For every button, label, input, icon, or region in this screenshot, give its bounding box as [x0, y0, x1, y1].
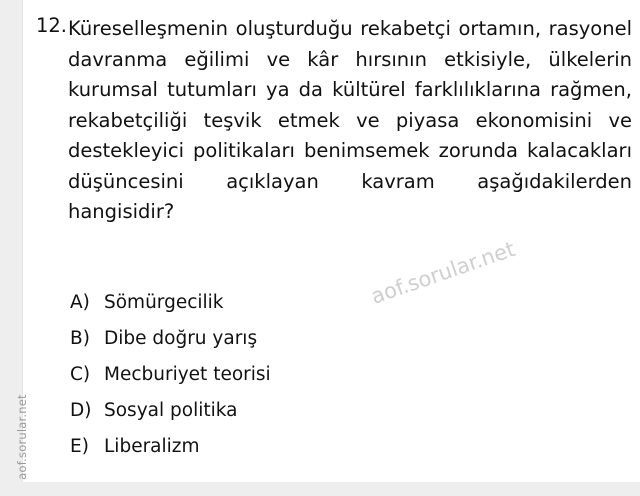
option-a-letter: A) [70, 292, 90, 313]
option-e-letter: E) [70, 436, 89, 457]
option-d-letter: D) [70, 400, 92, 421]
option-e-text: Liberalizm [104, 436, 200, 457]
question-number: 12. [35, 14, 67, 37]
option-c[interactable] [70, 364, 610, 400]
question-text: Küreselleşmenin oluşturduğu rekabetçi ortamın, rasyonel davranma eğilimi ve kâr hırsının etkisiyle, ülkelerin kurumsal tutumları ya da kültürel farklılıklarına rağmen, rekabetçiliği teşvik etmek ve piyasa ekonomisini ve destekleyici politikaları benimsemek zorunda kalacakları düşüncesini açıklayan kavram aşağıdakilerden hangisidir? [68, 17, 632, 223]
bottom-margin-strip [0, 482, 640, 496]
option-c-letter: C) [70, 364, 91, 385]
option-b-text: Dibe doğru yarış [104, 328, 258, 349]
document-content [22, 0, 640, 482]
option-d-text: Sosyal politika [104, 400, 238, 421]
main-watermark: aof.sorular.net [368, 236, 519, 309]
option-c-text: Mecburiyet teorisi [104, 364, 271, 385]
option-e[interactable] [70, 436, 610, 472]
option-b[interactable] [70, 328, 610, 364]
options-list [70, 292, 610, 472]
option-b-letter: B) [70, 328, 90, 349]
side-watermark: aof.sorular.net [15, 394, 29, 480]
option-a-text: Sömürgecilik [104, 292, 224, 313]
option-d[interactable] [70, 400, 610, 436]
option-a[interactable] [70, 292, 610, 328]
